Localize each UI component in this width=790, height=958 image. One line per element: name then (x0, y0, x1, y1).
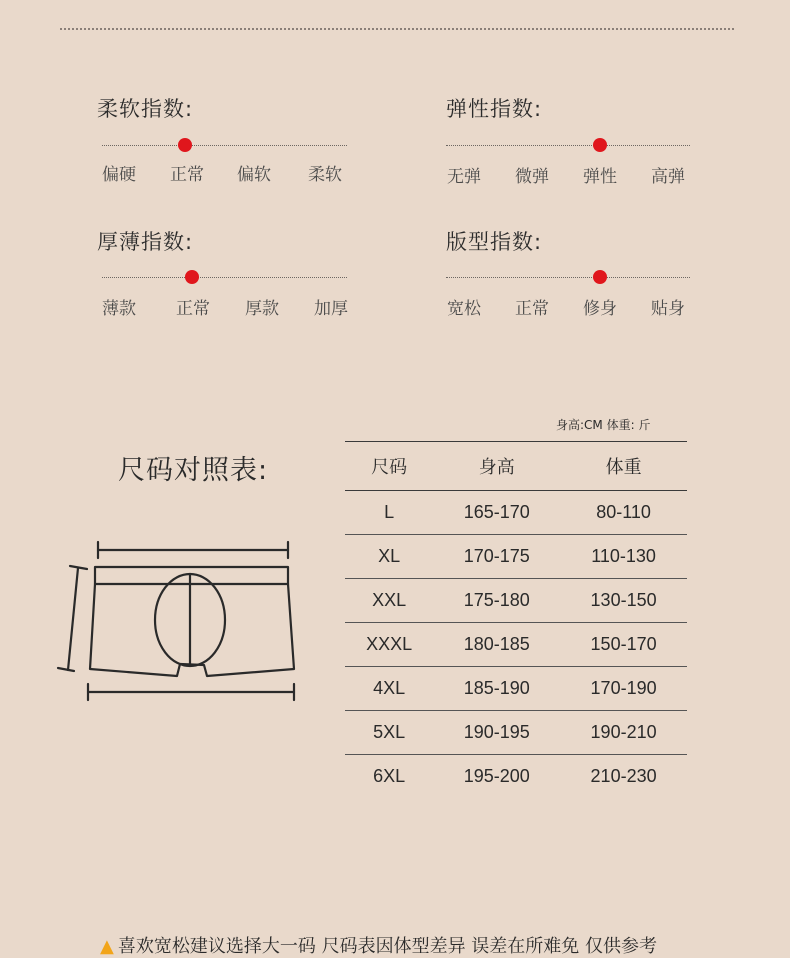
fit-option: 宽松 (447, 299, 481, 319)
height-cell: 180-185 (463, 634, 530, 654)
thickness-scale-line (102, 277, 347, 278)
thickness-title: 厚薄指数: (97, 230, 194, 254)
size-cell: L (384, 502, 395, 522)
softness-option: 偏硬 (102, 165, 136, 185)
fit-scale-line (446, 277, 690, 278)
table-row (345, 491, 687, 535)
elasticity-option: 高弹 (651, 167, 685, 187)
weight-cell: 130-150 (590, 590, 657, 610)
size-table (345, 441, 687, 798)
size-cell: XXXL (366, 634, 413, 654)
softness-title: 柔软指数: (97, 97, 194, 121)
warning-icon: ▲ (100, 936, 114, 957)
height-cell: 195-200 (463, 766, 530, 786)
fit-option: 正常 (515, 299, 549, 319)
unit-note: 身高:CM 体重: 斤 (556, 418, 651, 432)
thickness-option: 薄款 (102, 299, 136, 319)
table-row (345, 579, 687, 623)
fit-option: 贴身 (651, 299, 685, 319)
size-cell: 6XL (373, 766, 406, 786)
divider (60, 28, 734, 30)
softness-indicator (178, 138, 192, 152)
height-cell: 165-170 (463, 502, 530, 522)
fit-indicator (593, 270, 607, 284)
softness-option: 偏软 (237, 165, 271, 185)
elasticity-index (446, 93, 706, 187)
softness-option: 柔软 (308, 165, 342, 185)
weight-cell: 210-230 (590, 766, 657, 786)
table-row (345, 755, 687, 799)
height-cell: 170-175 (463, 546, 530, 566)
weight-cell: 150-170 (590, 634, 657, 654)
thickness-indicator (185, 270, 199, 284)
header-height: 身高 (478, 457, 515, 478)
elasticity-option: 弹性 (583, 167, 617, 187)
height-cell: 175-180 (463, 590, 530, 610)
table-header-row (345, 442, 687, 491)
table-row (345, 623, 687, 667)
size-cell: XXL (372, 590, 407, 610)
size-cell: 5XL (373, 722, 406, 742)
weight-cell: 80-110 (596, 502, 651, 522)
elasticity-indicator (593, 138, 607, 152)
elasticity-scale-line (446, 145, 690, 146)
garment-measurement-diagram (52, 534, 302, 709)
footer-note (100, 932, 657, 958)
softness-option: 正常 (170, 165, 204, 185)
height-cell: 185-190 (463, 678, 530, 698)
softness-scale-line (102, 145, 347, 146)
elasticity-option: 无弹 (447, 167, 481, 187)
table-row (345, 535, 687, 579)
weight-cell: 190-210 (590, 722, 657, 742)
fit-index (446, 226, 706, 319)
thickness-option: 正常 (176, 299, 210, 319)
softness-index (97, 93, 357, 185)
header-weight: 体重 (605, 457, 642, 478)
size-cell: 4XL (373, 678, 406, 698)
fit-title: 版型指数: (446, 230, 543, 254)
size-chart-title: 尺码对照表: (118, 455, 269, 486)
header-size: 尺码 (371, 457, 408, 478)
thickness-option: 加厚 (314, 299, 348, 319)
thickness-index (97, 226, 357, 319)
elasticity-option: 微弹 (515, 167, 549, 187)
footer-text: 喜欢宽松建议选择大一码 尺码表因体型差异 误差在所难免 仅供参考 (117, 936, 658, 957)
elasticity-title: 弹性指数: (446, 97, 543, 121)
weight-cell: 170-190 (590, 678, 657, 698)
height-cell: 190-195 (463, 722, 530, 742)
table-row (345, 711, 687, 755)
size-cell: XL (378, 546, 401, 566)
table-row (345, 667, 687, 711)
thickness-option: 厚款 (245, 299, 279, 319)
weight-cell: 110-130 (591, 546, 656, 566)
fit-option: 修身 (583, 299, 617, 319)
